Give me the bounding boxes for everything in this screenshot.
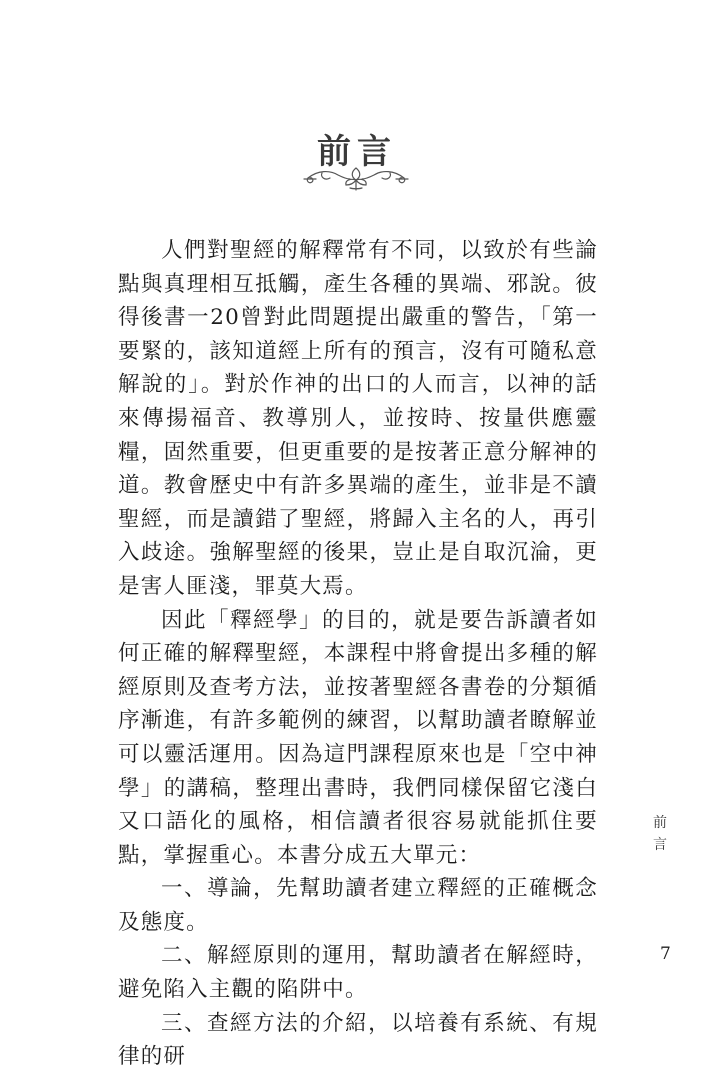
body-text <box>118 234 598 1074</box>
paragraph-1: 人們對聖經的解釋常有不同，以致於有些論點與真理相互抵觸，產生各種的異端、邪說。彼得後書一20曾對此問題提出嚴重的警告，「第一要緊的，該知道經上所有的預言，沒有可隨私意解說的」。對於作神的出口的人而言，以神的話來傳揚福音、教導別人，並按時、按量供應靈糧，固然重要，但更重要的是按著正意分解神的道。教會歷史中有許多異端的產生，並非是不讀聖經，而是讀錯了聖經，將歸入主名的人，再引入歧途。強解聖經的後果，豈止是自取沉淪，更是害人匪淺，罪莫大焉。 <box>118 238 598 599</box>
list-item-unit-3: 三、查經方法的介紹，以培養有系統、有規律的研 <box>118 1010 598 1070</box>
running-head <box>650 812 670 856</box>
running-head-char: 言 <box>653 837 667 853</box>
paragraph-2: 因此「釋經學」的目的，就是要告訴讀者如何正確的解釋聖經，本課程中將會提出多種的解經原則及查考方法，並按著聖經各書卷的分類循序漸進，有許多範例的練習，以幫助讀者瞭解並可以靈活運用。因為這門課程原來也是「空中神學」的講稿，整理出書時，我們同樣保留它淺白又口語化的風格，相信讀者很容易就能抓住要點，掌握重心。本書分成五大單元： <box>118 607 598 868</box>
list-item-unit-2: 二、解經原則的運用，幫助讀者在解經時，避免陷入主觀的陷阱中。 <box>118 943 598 1003</box>
running-head-char: 前 <box>653 815 667 831</box>
list-item-unit-1: 一、導論，先幫助讀者建立釋經的正確概念及態度。 <box>118 876 598 935</box>
decorative-flourish-icon <box>300 162 412 194</box>
page-title: 前言 <box>317 132 397 172</box>
page-number: 7 <box>660 944 671 964</box>
